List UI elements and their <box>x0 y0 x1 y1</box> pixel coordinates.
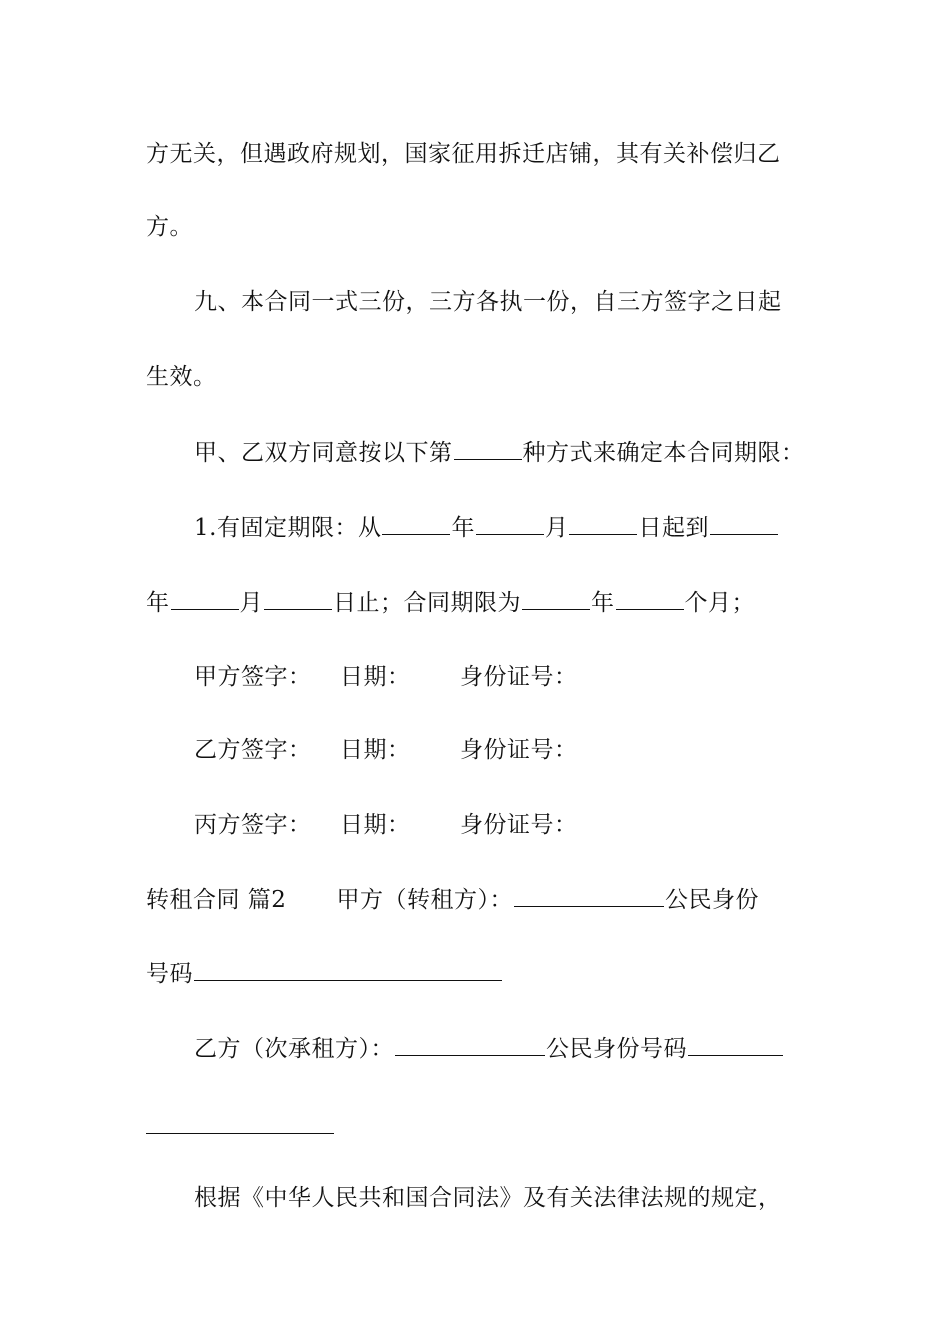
start-day-label: 日起到 <box>638 515 709 541</box>
term-option-blank <box>454 437 522 460</box>
fixed-term-prefix: 1.有固定期限：从 <box>194 515 382 541</box>
fixed-term-line-1 <box>146 512 806 543</box>
party-a-label: 甲方（转租方）： <box>336 887 513 913</box>
end-month-blank <box>171 587 239 610</box>
party-b-id-label: 身份证号： <box>460 737 578 763</box>
party-c-date-label: 日期： <box>340 812 411 838</box>
end-year-blank <box>710 512 778 535</box>
start-year-blank <box>382 512 450 535</box>
end-day-label: 日止；合同期限为 <box>333 590 521 616</box>
party-b-date-label: 日期： <box>340 737 411 763</box>
party-b-name-blank <box>395 1033 545 1056</box>
end-day-blank <box>264 587 332 610</box>
party-a-id-label-end: 号码 <box>146 961 193 987</box>
party-a-id-blank <box>194 958 502 981</box>
end-month-label: 月 <box>239 590 263 616</box>
signature-row-b <box>146 735 806 765</box>
party-b-label: 乙方（次承租方）： <box>194 1036 394 1062</box>
term-agreement-after: 种方式来确定本合同期限： <box>522 440 805 466</box>
period-year-label: 年 <box>591 590 615 616</box>
clause-9-line-1: 九、本合同一式三份，三方各执一份，自三方签字之日起 <box>194 289 782 315</box>
legal-basis-line: 根据《中华人民共和国合同法》及有关法律法规的规定， <box>194 1185 782 1211</box>
clause-8-line-1: 方无关，但遇政府规划，国家征用拆迁店铺，其有关补偿归乙 <box>146 141 781 167</box>
party-b-line <box>146 1033 806 1064</box>
start-month-label: 月 <box>544 515 569 541</box>
party-b-signature-label: 乙方签字： <box>194 737 312 763</box>
start-year-label: 年 <box>451 515 475 541</box>
term-agreement-line <box>146 437 806 468</box>
party-a-id-label-start: 公民身份 <box>664 887 759 913</box>
signature-row-a <box>146 662 806 692</box>
fixed-term-line-2 <box>146 587 806 618</box>
period-year-blank <box>522 587 590 610</box>
end-year-label: 年 <box>146 590 170 616</box>
party-a-name-blank <box>514 884 664 907</box>
party-c-signature-label: 丙方签字： <box>194 812 312 838</box>
signature-row-c <box>146 810 806 840</box>
contract-2-heading: 转租合同 篇2 <box>146 887 287 913</box>
party-b-id-blank <box>688 1033 783 1056</box>
clause-9-line-2: 生效。 <box>146 364 217 390</box>
party-c-id-label: 身份证号： <box>460 812 578 838</box>
term-agreement-before: 甲、乙双方同意按以下第 <box>194 440 453 466</box>
contract-2-first-line <box>146 884 806 915</box>
start-day-blank <box>569 512 637 535</box>
clause-8-line-2: 方。 <box>146 214 193 240</box>
party-a-signature-label: 甲方签字： <box>194 664 312 690</box>
party-b-id-blank-continued <box>146 1133 334 1134</box>
party-b-id-label: 公民身份号码 <box>546 1036 687 1062</box>
contract-2-second-line <box>146 958 806 989</box>
period-month-label: 个月； <box>684 590 755 616</box>
period-month-blank <box>616 587 684 610</box>
start-month-blank <box>476 512 544 535</box>
party-a-id-label: 身份证号： <box>460 664 578 690</box>
party-a-date-label: 日期： <box>340 664 411 690</box>
